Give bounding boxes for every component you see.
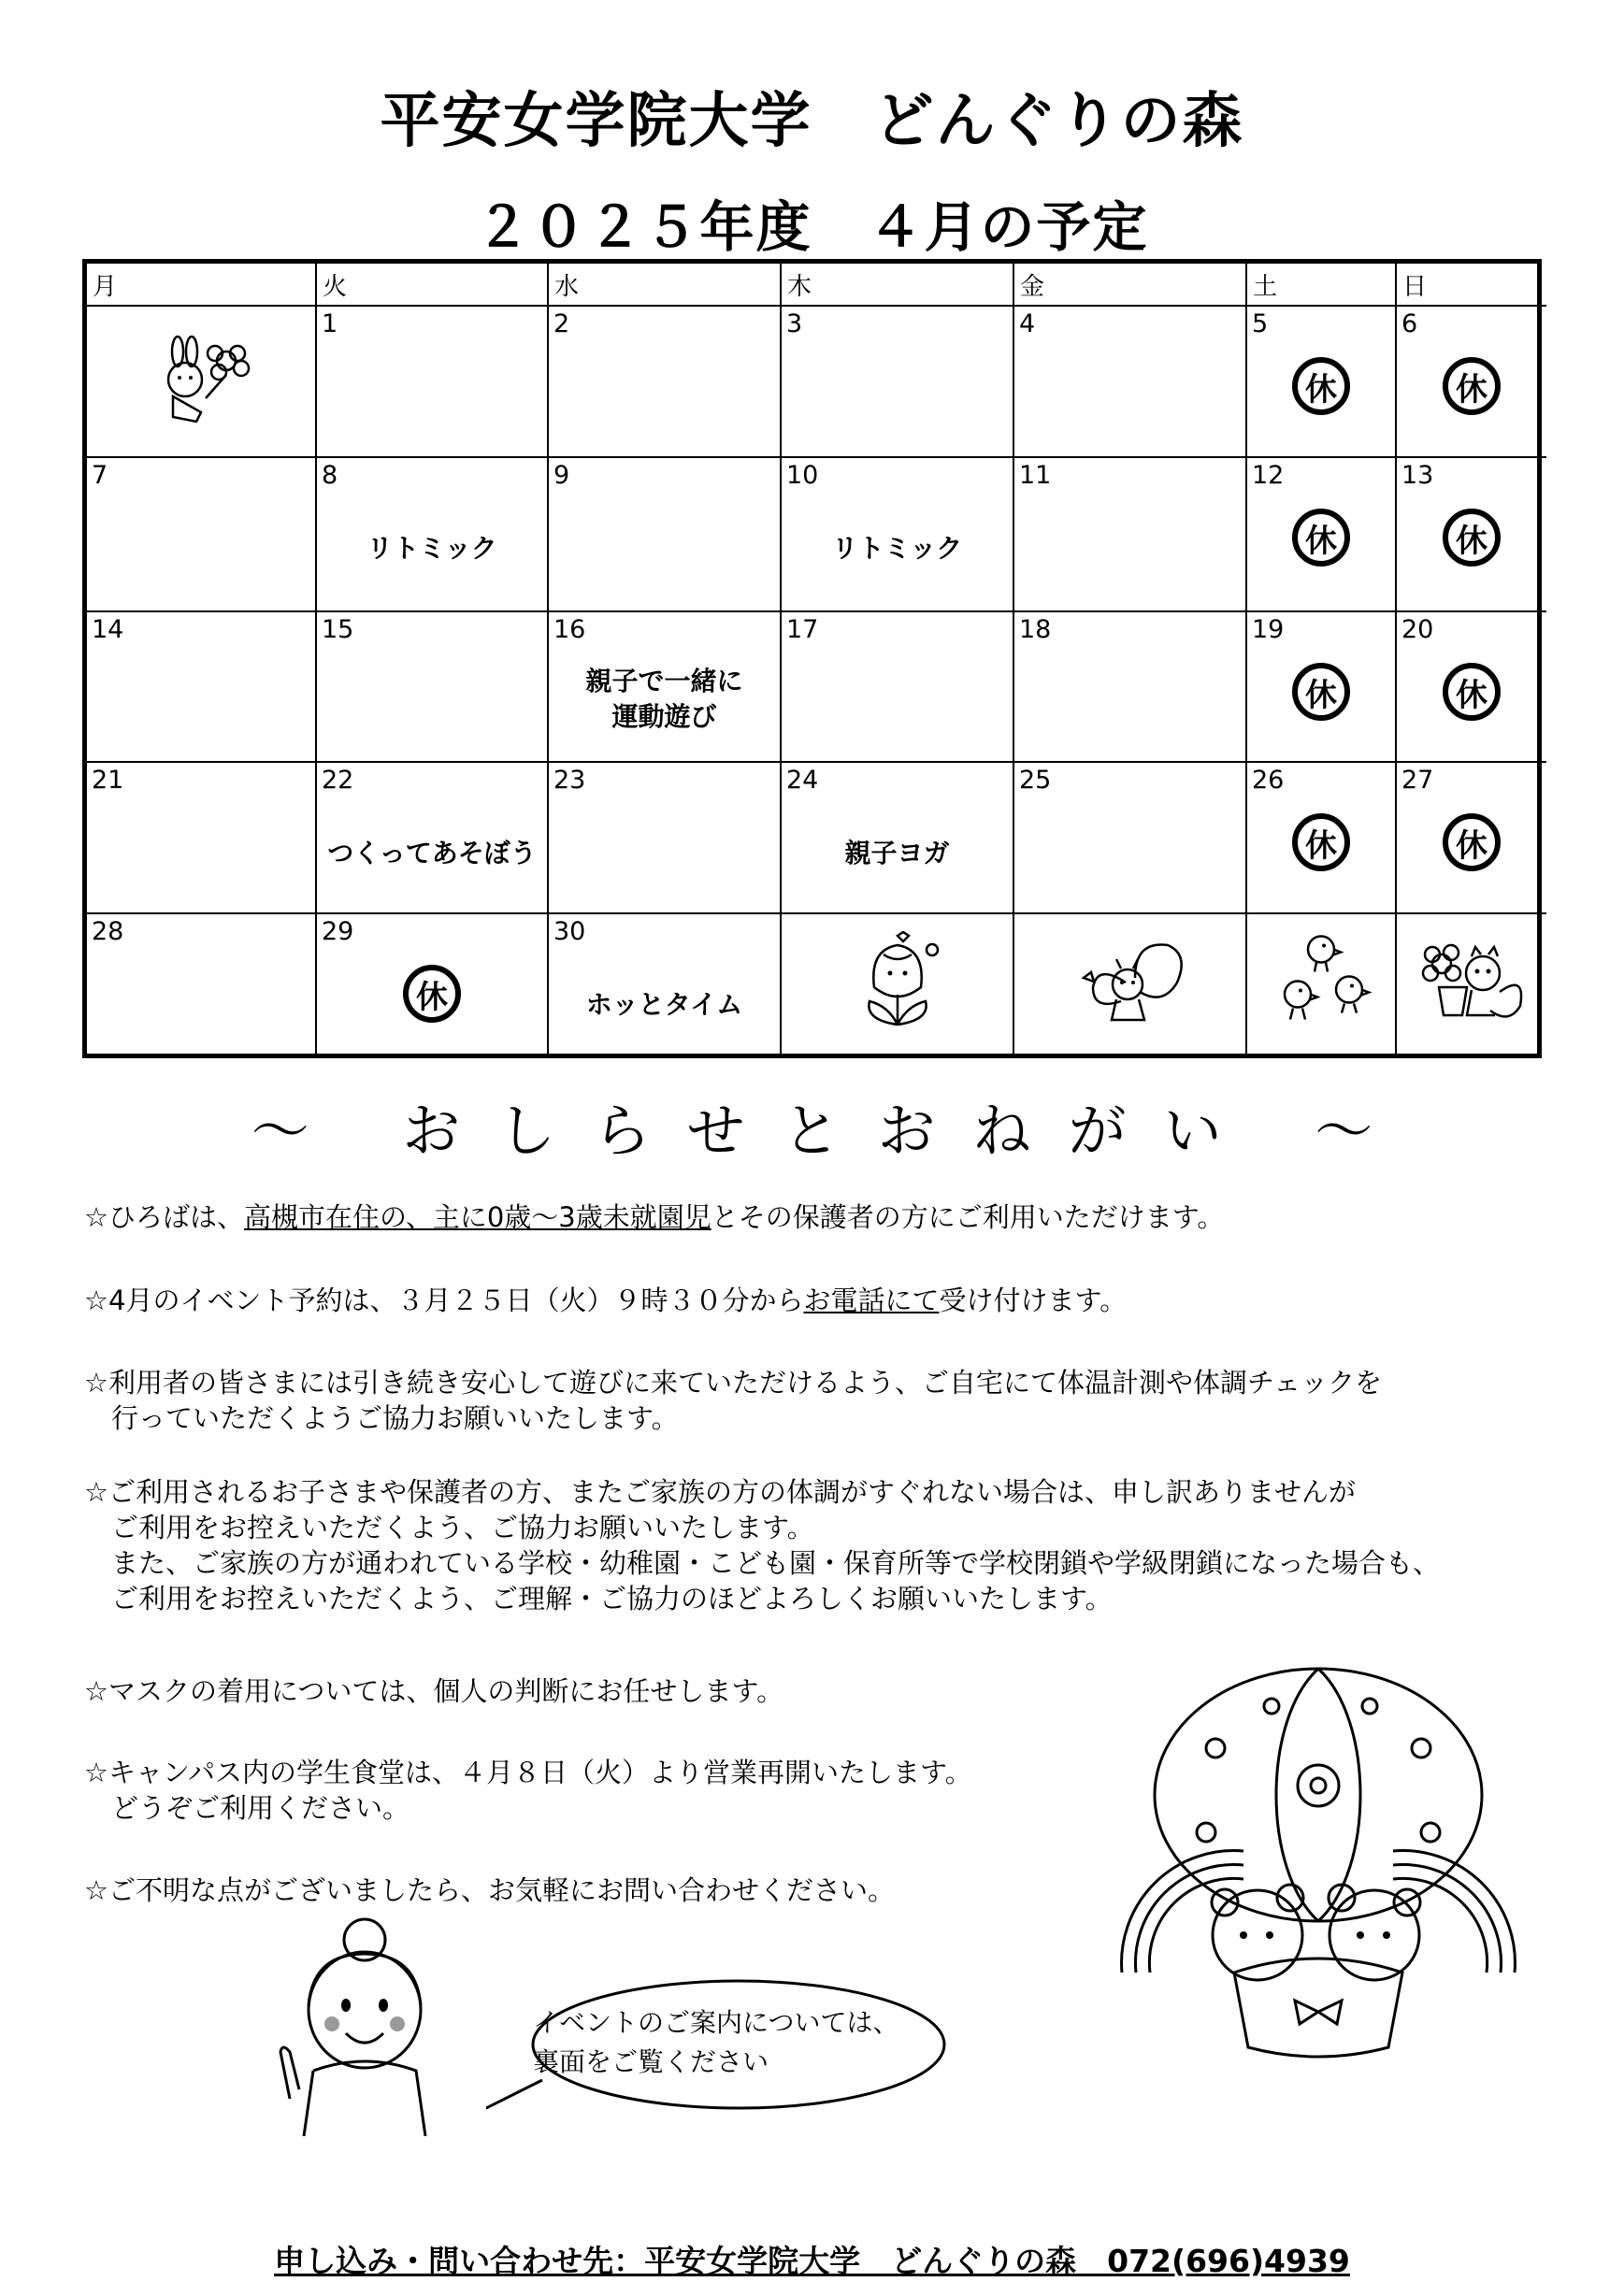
day-number: 15 <box>322 615 354 644</box>
day-number: 9 <box>553 461 570 490</box>
calendar-empty-cell <box>782 914 1014 1054</box>
notices-heading: ～ おしらせとおねがい ～ <box>251 1097 1411 1165</box>
closed-day-badge: 休 <box>1443 663 1501 721</box>
event-label: つくってあそぼう <box>327 838 537 868</box>
day-number: 12 <box>1252 461 1285 490</box>
speech-bubble-text: イベントのご案内については、 裏面をご覧ください <box>533 2007 899 2077</box>
closed-day-badge: 休 <box>1292 357 1350 415</box>
calendar-day-19 <box>1247 612 1397 763</box>
calendar-day-24 <box>782 763 1014 914</box>
calendar-day-3 <box>782 307 1014 458</box>
closed-day-badge: 休 <box>1292 813 1350 871</box>
day-number: 28 <box>92 917 124 946</box>
closed-day-badge: 休 <box>1292 509 1350 567</box>
day-number: 2 <box>553 309 570 338</box>
event-label: 親子ヨガ <box>844 838 950 868</box>
page-subtitle: ２０２５年度 ４月の予定 <box>475 195 1149 259</box>
calendar-day-22 <box>317 763 549 914</box>
notice-health-check: ☆利用者の皆さまには引き続き安心して遊びに来ていただけるよう、ご自宅にて体温計測や体調チェックを 行っていただくようご協力お願いいたします。 <box>84 1367 1383 1434</box>
weekday-header-fri: 金 <box>1014 264 1247 307</box>
calendar-empty-cell <box>87 307 317 458</box>
calendar-day-4 <box>1014 307 1247 458</box>
staff-woman-illustration <box>271 1912 439 2136</box>
day-number: 22 <box>322 766 354 795</box>
tulip-icon <box>846 931 949 1038</box>
calendar-day-15 <box>317 612 549 763</box>
notice-eligibility <box>84 1199 1224 1235</box>
day-number: 5 <box>1252 309 1269 338</box>
event-label: リトミック <box>366 533 497 564</box>
day-number: 26 <box>1252 766 1285 795</box>
weekday-header-tue: 火 <box>317 264 549 307</box>
contact-footer <box>0 2237 1624 2281</box>
calendar-day-12 <box>1247 458 1397 612</box>
closed-day-badge: 休 <box>1443 813 1501 871</box>
calendar-day-6 <box>1397 307 1546 458</box>
rabbit-flower-icon <box>150 333 252 430</box>
butterfly-child-icon <box>1070 936 1191 1033</box>
day-number: 16 <box>553 615 586 644</box>
calendar-day-23 <box>549 763 782 914</box>
day-number: 23 <box>553 766 586 795</box>
day-number: 8 <box>322 461 338 490</box>
day-number: 30 <box>553 917 586 946</box>
day-number: 6 <box>1401 309 1418 338</box>
calendar-day-30 <box>549 914 782 1054</box>
day-number: 20 <box>1401 615 1434 644</box>
day-number: 18 <box>1019 615 1052 644</box>
day-number: 27 <box>1401 766 1434 795</box>
day-number: 19 <box>1252 615 1285 644</box>
notice-eligibility-c: とその保護者の方にご利用いただけます。 <box>711 1201 1225 1233</box>
day-number: 11 <box>1019 461 1052 490</box>
calendar-day-20 <box>1397 612 1546 763</box>
closed-day-badge: 休 <box>1443 509 1501 567</box>
squirrel-flower-icon <box>1416 936 1528 1033</box>
notice-eligibility-b: 高槻市在住の、主に0歳～3歳未就園児 <box>244 1201 711 1233</box>
weekday-header-thu: 木 <box>782 264 1014 307</box>
calendar-day-14 <box>87 612 317 763</box>
calendar-day-2 <box>549 307 782 458</box>
day-number: 13 <box>1401 461 1434 490</box>
calendar-day-10 <box>782 458 1014 612</box>
hot-air-balloon-bears-illustration <box>1103 1664 1533 2075</box>
day-number: 24 <box>786 766 819 795</box>
day-number: 14 <box>92 615 124 644</box>
weekday-header-sat: 土 <box>1247 264 1397 307</box>
calendar-day-11 <box>1014 458 1247 612</box>
notice-illness: ☆ご利用されるお子さまや保護者の方、またご家族の方の体調がすぐれない場合は、申し訳ありませんが ご利用をお控えいただくよう、ご協力お願いいたします。 また、ご家族の方が通われている学校・幼稚園・こども園・保育所等で学校閉鎖や学級閉鎖になった場合も、 ご利用をお控えいただくよう、ご理解・ご協力のほどよろしくお願いいたします。 <box>84 1476 1441 1614</box>
chicks-icon <box>1270 928 1372 1040</box>
day-number: 10 <box>786 461 819 490</box>
notice-reservation-a: ☆4月のイベント予約は、３月２５日（火）９時３０分から <box>84 1284 804 1316</box>
notice-cafeteria: ☆キャンパス内の学生食堂は、４月８日（火）より営業再開いたします。 どうぞご利用ください。 <box>84 1757 972 1824</box>
weekday-header-sun: 日 <box>1397 264 1546 307</box>
calendar-day-1 <box>317 307 549 458</box>
closed-day-badge: 休 <box>1443 357 1501 415</box>
notice-reservation-c: 受け付けます。 <box>939 1284 1128 1316</box>
calendar-day-17 <box>782 612 1014 763</box>
calendar-grid <box>82 259 1542 1058</box>
contact-footer-text: 申し込み・問い合わせ先：平安女学院大学 どんぐりの森 072(696)4939 <box>274 2243 1350 2279</box>
calendar-empty-cell <box>1247 914 1397 1054</box>
event-label: 親子で一緒に 運動遊び <box>585 666 743 732</box>
notice-eligibility-a: ☆ひろばは、 <box>84 1201 244 1233</box>
calendar-day-28 <box>87 914 317 1054</box>
calendar-day-7 <box>87 458 317 612</box>
calendar-day-25 <box>1014 763 1247 914</box>
calendar-day-16 <box>549 612 782 763</box>
closed-day-badge: 休 <box>1292 663 1350 721</box>
notice-reservation <box>84 1283 1127 1318</box>
closed-day-badge: 休 <box>403 965 461 1023</box>
notice-contact: ☆ご不明な点がございましたら、お気軽にお問い合わせください。 <box>84 1874 895 1906</box>
calendar-day-18 <box>1014 612 1247 763</box>
day-number: 21 <box>92 766 124 795</box>
calendar-day-29 <box>317 914 549 1054</box>
calendar-day-5 <box>1247 307 1397 458</box>
day-number: 17 <box>786 615 819 644</box>
calendar-empty-cell <box>1014 914 1247 1054</box>
calendar-day-21 <box>87 763 317 914</box>
day-number: 3 <box>786 309 803 338</box>
calendar-day-13 <box>1397 458 1546 612</box>
notice-mask: ☆マスクの着用については、個人の判断にお任せします。 <box>84 1675 784 1707</box>
day-number: 25 <box>1019 766 1052 795</box>
event-label: ホッとタイム <box>585 989 743 1020</box>
day-number: 29 <box>322 917 354 946</box>
day-number: 7 <box>92 461 108 490</box>
page-title: 平安女学院大学 どんぐりの森 <box>380 87 1244 156</box>
day-number: 1 <box>322 309 338 338</box>
calendar-day-8 <box>317 458 549 612</box>
notice-reservation-b: お電話にて <box>803 1284 940 1316</box>
weekday-header-mon: 月 <box>87 264 317 307</box>
calendar-day-9 <box>549 458 782 612</box>
weekday-header-wed: 水 <box>549 264 782 307</box>
calendar-day-26 <box>1247 763 1397 914</box>
event-label: リトミック <box>831 533 963 564</box>
calendar-day-27 <box>1397 763 1546 914</box>
day-number: 4 <box>1019 309 1036 338</box>
calendar-empty-cell <box>1397 914 1546 1054</box>
